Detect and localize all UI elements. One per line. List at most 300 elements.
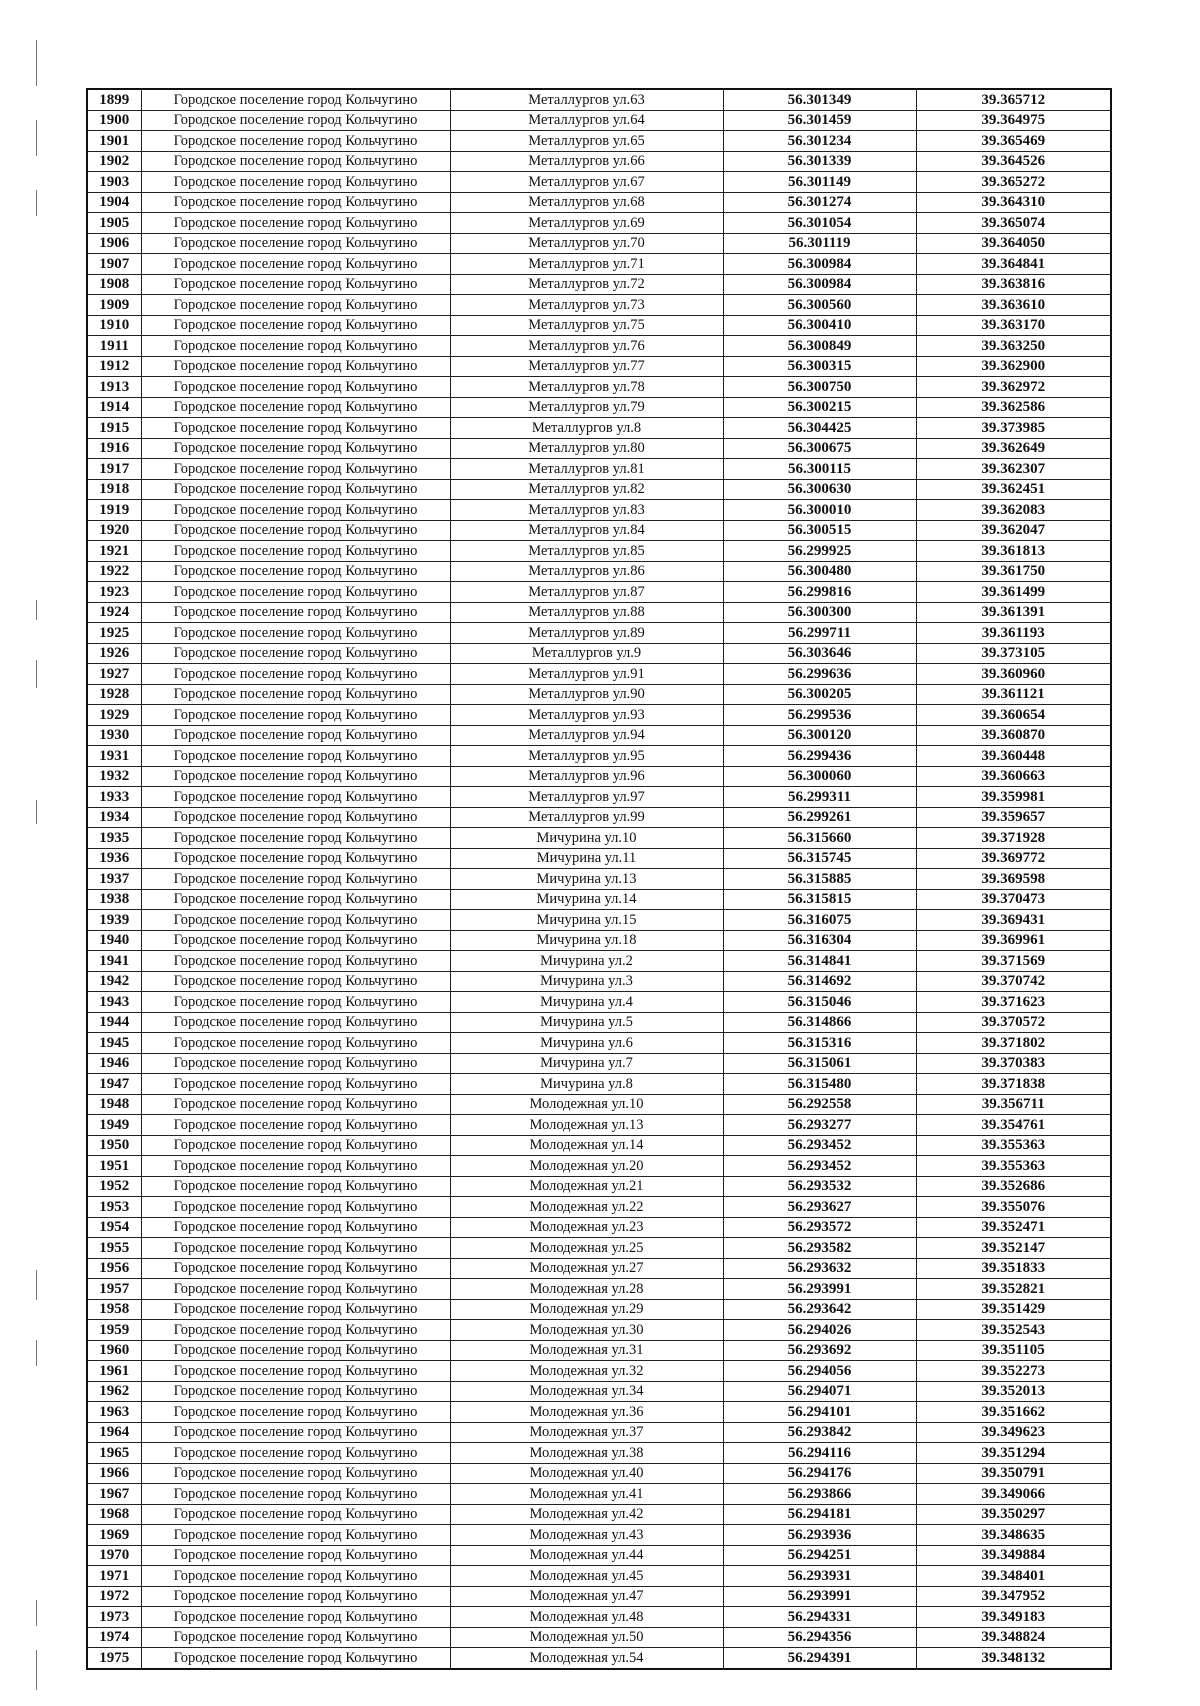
address-cell: Мичурина ул.8: [450, 1074, 723, 1095]
settlement-cell: Городское поселение город Кольчугино: [141, 705, 450, 726]
table-row: [87, 1381, 1111, 1402]
address-cell: Молодежная ул.29: [450, 1299, 723, 1320]
row-number-cell: 1942: [87, 971, 141, 992]
settlement-cell: Городское поселение город Кольчугино: [141, 1607, 450, 1628]
longitude-cell: 39.347952: [916, 1586, 1111, 1607]
longitude-cell: 39.355363: [916, 1156, 1111, 1177]
address-cell: Металлургов ул.80: [450, 438, 723, 459]
latitude-cell: 56.316075: [723, 910, 916, 931]
address-cell: Молодежная ул.14: [450, 1135, 723, 1156]
latitude-cell: 56.315745: [723, 848, 916, 869]
latitude-cell: 56.301339: [723, 151, 916, 172]
table-row: [87, 459, 1111, 480]
settlement-cell: Городское поселение город Кольчугино: [141, 951, 450, 972]
latitude-cell: 56.315480: [723, 1074, 916, 1095]
address-cell: Металлургов ул.94: [450, 725, 723, 746]
latitude-cell: 56.294181: [723, 1504, 916, 1525]
row-number-cell: 1924: [87, 602, 141, 623]
table-row: [87, 541, 1111, 562]
settlement-cell: Городское поселение город Кольчугино: [141, 1381, 450, 1402]
latitude-cell: 56.315885: [723, 869, 916, 890]
table-row: [87, 500, 1111, 521]
longitude-cell: 39.365272: [916, 172, 1111, 193]
longitude-cell: 39.355363: [916, 1135, 1111, 1156]
longitude-cell: 39.362900: [916, 356, 1111, 377]
settlement-cell: Городское поселение город Кольчугино: [141, 172, 450, 193]
row-number-cell: 1901: [87, 131, 141, 152]
settlement-cell: Городское поселение город Кольчугино: [141, 992, 450, 1013]
address-cell: Мичурина ул.11: [450, 848, 723, 869]
settlement-cell: Городское поселение город Кольчугино: [141, 910, 450, 931]
row-number-cell: 1968: [87, 1504, 141, 1525]
longitude-cell: 39.363170: [916, 315, 1111, 336]
table-row: [87, 1484, 1111, 1505]
row-number-cell: 1918: [87, 479, 141, 500]
latitude-cell: 56.300630: [723, 479, 916, 500]
latitude-cell: 56.301349: [723, 89, 916, 110]
table-row: [87, 1402, 1111, 1423]
row-number-cell: 1958: [87, 1299, 141, 1320]
settlement-cell: Городское поселение город Кольчугино: [141, 1525, 450, 1546]
table-row: [87, 869, 1111, 890]
address-cell: Мичурина ул.2: [450, 951, 723, 972]
latitude-cell: 56.300410: [723, 315, 916, 336]
table-row: [87, 1074, 1111, 1095]
settlement-cell: Городское поселение город Кольчугино: [141, 1176, 450, 1197]
settlement-cell: Городское поселение город Кольчугино: [141, 1053, 450, 1074]
address-cell: Металлургов ул.86: [450, 561, 723, 582]
latitude-cell: 56.293991: [723, 1586, 916, 1607]
latitude-cell: 56.299636: [723, 664, 916, 685]
address-cell: Металлургов ул.9: [450, 643, 723, 664]
latitude-cell: 56.303646: [723, 643, 916, 664]
row-number-cell: 1938: [87, 889, 141, 910]
address-cell: Металлургов ул.78: [450, 377, 723, 398]
table-row: [87, 89, 1111, 110]
longitude-cell: 39.370383: [916, 1053, 1111, 1074]
row-number-cell: 1907: [87, 254, 141, 275]
latitude-cell: 56.300010: [723, 500, 916, 521]
settlement-cell: Городское поселение город Кольчугино: [141, 623, 450, 644]
longitude-cell: 39.365074: [916, 213, 1111, 234]
address-cell: Молодежная ул.43: [450, 1525, 723, 1546]
table-row: [87, 1238, 1111, 1259]
longitude-cell: 39.352013: [916, 1381, 1111, 1402]
row-number-cell: 1955: [87, 1238, 141, 1259]
row-number-cell: 1930: [87, 725, 141, 746]
address-cell: Мичурина ул.4: [450, 992, 723, 1013]
longitude-cell: 39.362972: [916, 377, 1111, 398]
latitude-cell: 56.294331: [723, 1607, 916, 1628]
longitude-cell: 39.356711: [916, 1094, 1111, 1115]
settlement-cell: Городское поселение город Кольчугино: [141, 1648, 450, 1669]
table-row: [87, 1279, 1111, 1300]
longitude-cell: 39.361499: [916, 582, 1111, 603]
settlement-cell: Городское поселение город Кольчугино: [141, 787, 450, 808]
longitude-cell: 39.364050: [916, 233, 1111, 254]
row-number-cell: 1939: [87, 910, 141, 931]
longitude-cell: 39.369772: [916, 848, 1111, 869]
row-number-cell: 1912: [87, 356, 141, 377]
row-number-cell: 1935: [87, 828, 141, 849]
longitude-cell: 39.349623: [916, 1422, 1111, 1443]
settlement-cell: Городское поселение город Кольчугино: [141, 602, 450, 623]
longitude-cell: 39.373985: [916, 418, 1111, 439]
address-cell: Молодежная ул.31: [450, 1340, 723, 1361]
settlement-cell: Городское поселение город Кольчугино: [141, 89, 450, 110]
table-row: [87, 1463, 1111, 1484]
address-cell: Металлургов ул.66: [450, 151, 723, 172]
longitude-cell: 39.370572: [916, 1012, 1111, 1033]
settlement-cell: Городское поселение город Кольчугино: [141, 520, 450, 541]
address-cell: Металлургов ул.95: [450, 746, 723, 767]
longitude-cell: 39.362451: [916, 479, 1111, 500]
table-row: [87, 664, 1111, 685]
latitude-cell: 56.299261: [723, 807, 916, 828]
settlement-cell: Городское поселение город Кольчугино: [141, 561, 450, 582]
latitude-cell: 56.301234: [723, 131, 916, 152]
address-cell: Металлургов ул.79: [450, 397, 723, 418]
latitude-cell: 56.293692: [723, 1340, 916, 1361]
longitude-cell: 39.365469: [916, 131, 1111, 152]
address-cell: Металлургов ул.75: [450, 315, 723, 336]
latitude-cell: 56.300984: [723, 254, 916, 275]
latitude-cell: 56.299711: [723, 623, 916, 644]
address-cell: Молодежная ул.38: [450, 1443, 723, 1464]
latitude-cell: 56.293642: [723, 1299, 916, 1320]
row-number-cell: 1920: [87, 520, 141, 541]
settlement-cell: Городское поселение город Кольчугино: [141, 1074, 450, 1095]
table-row: [87, 1361, 1111, 1382]
table-row: [87, 1053, 1111, 1074]
latitude-cell: 56.301149: [723, 172, 916, 193]
address-cell: Мичурина ул.15: [450, 910, 723, 931]
address-cell: Молодежная ул.30: [450, 1320, 723, 1341]
settlement-cell: Городское поселение город Кольчугино: [141, 1422, 450, 1443]
settlement-cell: Городское поселение город Кольчугино: [141, 1443, 450, 1464]
longitude-cell: 39.352273: [916, 1361, 1111, 1382]
row-number-cell: 1961: [87, 1361, 141, 1382]
address-cell: Металлургов ул.97: [450, 787, 723, 808]
settlement-cell: Городское поселение город Кольчугино: [141, 151, 450, 172]
table-row: [87, 151, 1111, 172]
settlement-cell: Городское поселение город Кольчугино: [141, 1340, 450, 1361]
row-number-cell: 1964: [87, 1422, 141, 1443]
address-cell: Молодежная ул.22: [450, 1197, 723, 1218]
settlement-cell: Городское поселение город Кольчугино: [141, 1484, 450, 1505]
latitude-cell: 56.293936: [723, 1525, 916, 1546]
longitude-cell: 39.349183: [916, 1607, 1111, 1628]
table-row: [87, 479, 1111, 500]
latitude-cell: 56.300205: [723, 684, 916, 705]
row-number-cell: 1954: [87, 1217, 141, 1238]
table-row: [87, 110, 1111, 131]
latitude-cell: 56.293632: [723, 1258, 916, 1279]
longitude-cell: 39.363250: [916, 336, 1111, 357]
latitude-cell: 56.293866: [723, 1484, 916, 1505]
row-number-cell: 1957: [87, 1279, 141, 1300]
longitude-cell: 39.361193: [916, 623, 1111, 644]
settlement-cell: Городское поселение город Кольчугино: [141, 254, 450, 275]
settlement-cell: Городское поселение город Кольчугино: [141, 930, 450, 951]
settlement-cell: Городское поселение город Кольчугино: [141, 541, 450, 562]
latitude-cell: 56.294071: [723, 1381, 916, 1402]
table-row: [87, 623, 1111, 644]
longitude-cell: 39.361750: [916, 561, 1111, 582]
table-row: [87, 377, 1111, 398]
longitude-cell: 39.359981: [916, 787, 1111, 808]
address-cell: Молодежная ул.50: [450, 1627, 723, 1648]
settlement-cell: Городское поселение город Кольчугино: [141, 1320, 450, 1341]
table-row: [87, 1033, 1111, 1054]
latitude-cell: 56.299311: [723, 787, 916, 808]
longitude-cell: 39.362649: [916, 438, 1111, 459]
settlement-cell: Городское поселение город Кольчугино: [141, 274, 450, 295]
latitude-cell: 56.300300: [723, 602, 916, 623]
settlement-cell: Городское поселение город Кольчугино: [141, 828, 450, 849]
settlement-cell: Городское поселение город Кольчугино: [141, 1033, 450, 1054]
table-row: [87, 951, 1111, 972]
registry-table: [86, 88, 1112, 1670]
address-cell: Молодежная ул.40: [450, 1463, 723, 1484]
address-cell: Молодежная ул.37: [450, 1422, 723, 1443]
latitude-cell: 56.300315: [723, 356, 916, 377]
address-cell: Металлургов ул.87: [450, 582, 723, 603]
address-cell: Металлургов ул.77: [450, 356, 723, 377]
longitude-cell: 39.369598: [916, 869, 1111, 890]
settlement-cell: Городское поселение город Кольчугино: [141, 438, 450, 459]
latitude-cell: 56.300560: [723, 295, 916, 316]
settlement-cell: Городское поселение город Кольчугино: [141, 418, 450, 439]
row-number-cell: 1899: [87, 89, 141, 110]
table-row: [87, 1156, 1111, 1177]
row-number-cell: 1916: [87, 438, 141, 459]
row-number-cell: 1915: [87, 418, 141, 439]
latitude-cell: 56.300120: [723, 725, 916, 746]
table-row: [87, 1504, 1111, 1525]
latitude-cell: 56.292558: [723, 1094, 916, 1115]
longitude-cell: 39.351662: [916, 1402, 1111, 1423]
row-number-cell: 1949: [87, 1115, 141, 1136]
table-row: [87, 438, 1111, 459]
row-number-cell: 1946: [87, 1053, 141, 1074]
table-row: [87, 418, 1111, 439]
latitude-cell: 56.301054: [723, 213, 916, 234]
row-number-cell: 1923: [87, 582, 141, 603]
latitude-cell: 56.300849: [723, 336, 916, 357]
settlement-cell: Городское поселение город Кольчугино: [141, 397, 450, 418]
longitude-cell: 39.371569: [916, 951, 1111, 972]
settlement-cell: Городское поселение город Кольчугино: [141, 582, 450, 603]
row-number-cell: 1910: [87, 315, 141, 336]
longitude-cell: 39.359657: [916, 807, 1111, 828]
settlement-cell: Городское поселение город Кольчугино: [141, 1279, 450, 1300]
table-row: [87, 1545, 1111, 1566]
address-cell: Молодежная ул.41: [450, 1484, 723, 1505]
table-row: [87, 520, 1111, 541]
table-row: [87, 1094, 1111, 1115]
row-number-cell: 1925: [87, 623, 141, 644]
settlement-cell: Городское поселение город Кольчугино: [141, 1463, 450, 1484]
longitude-cell: 39.369961: [916, 930, 1111, 951]
latitude-cell: 56.315046: [723, 992, 916, 1013]
latitude-cell: 56.315061: [723, 1053, 916, 1074]
latitude-cell: 56.294391: [723, 1648, 916, 1669]
row-number-cell: 1944: [87, 1012, 141, 1033]
settlement-cell: Городское поселение город Кольчугино: [141, 479, 450, 500]
settlement-cell: Городское поселение город Кольчугино: [141, 233, 450, 254]
row-number-cell: 1936: [87, 848, 141, 869]
latitude-cell: 56.293452: [723, 1135, 916, 1156]
address-cell: Молодежная ул.36: [450, 1402, 723, 1423]
longitude-cell: 39.361121: [916, 684, 1111, 705]
settlement-cell: Городское поселение город Кольчугино: [141, 766, 450, 787]
table-row: [87, 705, 1111, 726]
settlement-cell: Городское поселение город Кольчугино: [141, 848, 450, 869]
address-cell: Мичурина ул.7: [450, 1053, 723, 1074]
longitude-cell: 39.351429: [916, 1299, 1111, 1320]
latitude-cell: 56.299436: [723, 746, 916, 767]
row-number-cell: 1914: [87, 397, 141, 418]
settlement-cell: Городское поселение город Кольчугино: [141, 746, 450, 767]
latitude-cell: 56.294026: [723, 1320, 916, 1341]
longitude-cell: 39.351294: [916, 1443, 1111, 1464]
table-row: [87, 131, 1111, 152]
longitude-cell: 39.351105: [916, 1340, 1111, 1361]
longitude-cell: 39.363610: [916, 295, 1111, 316]
row-number-cell: 1974: [87, 1627, 141, 1648]
row-number-cell: 1971: [87, 1566, 141, 1587]
latitude-cell: 56.293931: [723, 1566, 916, 1587]
address-cell: Мичурина ул.6: [450, 1033, 723, 1054]
row-number-cell: 1962: [87, 1381, 141, 1402]
table-row: [87, 274, 1111, 295]
row-number-cell: 1943: [87, 992, 141, 1013]
longitude-cell: 39.371928: [916, 828, 1111, 849]
table-row: [87, 1607, 1111, 1628]
row-number-cell: 1928: [87, 684, 141, 705]
longitude-cell: 39.364975: [916, 110, 1111, 131]
address-cell: Мичурина ул.14: [450, 889, 723, 910]
row-number-cell: 1947: [87, 1074, 141, 1095]
settlement-cell: Городское поселение город Кольчугино: [141, 1586, 450, 1607]
settlement-cell: Городское поселение город Кольчугино: [141, 110, 450, 131]
row-number-cell: 1975: [87, 1648, 141, 1669]
table-row: [87, 295, 1111, 316]
row-number-cell: 1937: [87, 869, 141, 890]
latitude-cell: 56.304425: [723, 418, 916, 439]
table-row: [87, 1012, 1111, 1033]
address-cell: Мичурина ул.13: [450, 869, 723, 890]
settlement-cell: Городское поселение город Кольчугино: [141, 1299, 450, 1320]
longitude-cell: 39.373105: [916, 643, 1111, 664]
row-number-cell: 1969: [87, 1525, 141, 1546]
address-cell: Металлургов ул.69: [450, 213, 723, 234]
row-number-cell: 1960: [87, 1340, 141, 1361]
address-cell: Металлургов ул.85: [450, 541, 723, 562]
settlement-cell: Городское поселение город Кольчугино: [141, 1115, 450, 1136]
address-cell: Мичурина ул.5: [450, 1012, 723, 1033]
longitude-cell: 39.362586: [916, 397, 1111, 418]
table-row: [87, 315, 1111, 336]
longitude-cell: 39.352471: [916, 1217, 1111, 1238]
latitude-cell: 56.299536: [723, 705, 916, 726]
row-number-cell: 1931: [87, 746, 141, 767]
latitude-cell: 56.300750: [723, 377, 916, 398]
table-row: [87, 336, 1111, 357]
table-row: [87, 397, 1111, 418]
longitude-cell: 39.350791: [916, 1463, 1111, 1484]
settlement-cell: Городское поселение город Кольчугино: [141, 643, 450, 664]
settlement-cell: Городское поселение город Кольчугино: [141, 869, 450, 890]
latitude-cell: 56.300675: [723, 438, 916, 459]
table-row: [87, 254, 1111, 275]
latitude-cell: 56.299816: [723, 582, 916, 603]
longitude-cell: 39.354761: [916, 1115, 1111, 1136]
address-cell: Молодежная ул.21: [450, 1176, 723, 1197]
table-row: [87, 971, 1111, 992]
settlement-cell: Городское поселение город Кольчугино: [141, 1258, 450, 1279]
row-number-cell: 1913: [87, 377, 141, 398]
longitude-cell: 39.364310: [916, 192, 1111, 213]
row-number-cell: 1903: [87, 172, 141, 193]
row-number-cell: 1932: [87, 766, 141, 787]
address-cell: Металлургов ул.93: [450, 705, 723, 726]
latitude-cell: 56.293277: [723, 1115, 916, 1136]
address-cell: Металлургов ул.96: [450, 766, 723, 787]
address-cell: Металлургов ул.73: [450, 295, 723, 316]
table-row: [87, 787, 1111, 808]
address-cell: Металлургов ул.89: [450, 623, 723, 644]
row-number-cell: 1933: [87, 787, 141, 808]
settlement-cell: Городское поселение город Кольчугино: [141, 664, 450, 685]
settlement-cell: Городское поселение город Кольчугино: [141, 1627, 450, 1648]
address-cell: Металлургов ул.65: [450, 131, 723, 152]
address-cell: Мичурина ул.3: [450, 971, 723, 992]
settlement-cell: Городское поселение город Кольчугино: [141, 336, 450, 357]
settlement-cell: Городское поселение город Кольчугино: [141, 1012, 450, 1033]
row-number-cell: 1917: [87, 459, 141, 480]
table-row: [87, 1217, 1111, 1238]
table-row: [87, 992, 1111, 1013]
longitude-cell: 39.349884: [916, 1545, 1111, 1566]
table-row: [87, 561, 1111, 582]
settlement-cell: Городское поселение город Кольчугино: [141, 807, 450, 828]
longitude-cell: 39.365712: [916, 89, 1111, 110]
longitude-cell: 39.352147: [916, 1238, 1111, 1259]
address-cell: Металлургов ул.72: [450, 274, 723, 295]
table-row: [87, 746, 1111, 767]
latitude-cell: 56.299925: [723, 541, 916, 562]
latitude-cell: 56.301274: [723, 192, 916, 213]
longitude-cell: 39.351833: [916, 1258, 1111, 1279]
table-row: [87, 1115, 1111, 1136]
address-cell: Металлургов ул.82: [450, 479, 723, 500]
latitude-cell: 56.293991: [723, 1279, 916, 1300]
longitude-cell: 39.362083: [916, 500, 1111, 521]
table-row: [87, 828, 1111, 849]
table-row: [87, 602, 1111, 623]
address-cell: Металлургов ул.91: [450, 664, 723, 685]
row-number-cell: 1908: [87, 274, 141, 295]
latitude-cell: 56.293452: [723, 1156, 916, 1177]
settlement-cell: Городское поселение город Кольчугино: [141, 1156, 450, 1177]
address-cell: Мичурина ул.18: [450, 930, 723, 951]
latitude-cell: 56.294116: [723, 1443, 916, 1464]
longitude-cell: 39.361391: [916, 602, 1111, 623]
row-number-cell: 1919: [87, 500, 141, 521]
table-row: [87, 930, 1111, 951]
